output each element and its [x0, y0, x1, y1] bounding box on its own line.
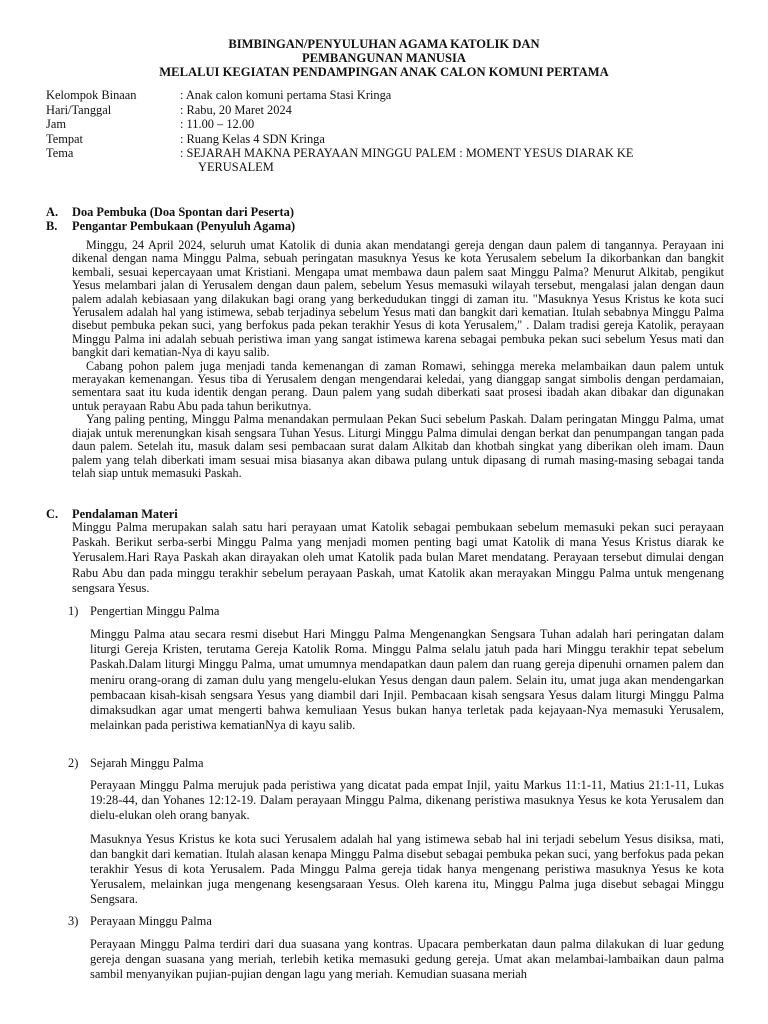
section-a-heading	[46, 205, 726, 220]
section-c-intro: Minggu Palma merupakan salah satu hari perayaan umat Katolik sebagai pembukaan sebelum memasuki pekan suci perayaan Paskah. Berikut serba-serbi Minggu Palma yang menjadi momen penting bagi umat Katolik di mana Yesus Kristus diarak ke Yerusalem.Hari Raya Paskah akan dirayakan oleh umat Katolik pada bulan Maret mendatang. Perayaan tersebut dimulai dengan Rabu Abu dan pada minggu terakhir sebelum perayaan Paskah, umat Katolik akan merayakan Minggu Palma untuk mengenang sengsara Yesus.	[72, 520, 724, 595]
section-a-title: Doa Pembuka (Doa Spontan dari Peserta)	[72, 205, 294, 219]
subsection-1-heading	[68, 604, 219, 619]
subsection-title: Sejarah Minggu Palma	[90, 756, 204, 770]
subsection-2-heading	[68, 756, 204, 771]
document-title	[0, 37, 768, 80]
meta-row	[46, 103, 726, 118]
meta-value: : Rabu, 20 Maret 2024	[180, 102, 292, 117]
meta-key: Tema	[46, 146, 74, 161]
meta-key: Tempat	[46, 131, 83, 146]
meta-row	[46, 88, 726, 103]
meta-value: : SEJARAH MAKNA PERAYAAN MINGGU PALEM : MOMENT YESUS DIARAK KE	[180, 146, 634, 161]
meta-row	[46, 117, 726, 132]
section-b-body	[72, 239, 724, 480]
section-a-letter: A.	[46, 205, 59, 219]
paragraph: Masuknya Yesus Kristus ke kota suci Yerusalem adalah hal yang istimewa sebab hal ini terjadi sebelum Yesus disiksa, mati, dan bangkit dari kematian. Itulah alasan kenapa Minggu Palma disebut sebagai pembuka pekan suci, yang berfokus pada pekan terakhir Yesus di kota Yerusalem. Pada Minggu Palma gereja tidak hanya mengenang peristiwa masuknya Yesus ke kota Yerusalem, melainkan juga mengenang kesengsaraan Yesus. Oleh karena itu, Minggu Palma juga disebut sebagai Minggu Sengsara.	[90, 831, 724, 907]
section-b-heading	[46, 219, 726, 234]
meta-tema-continuation: YERUSALEM	[198, 159, 274, 174]
paragraph: Minggu, 24 April 2024, seluruh umat Katolik di dunia akan mendatangi gereja dengan daun palem di tangannya. Perayaan ini dikenal dengan nama Minggu Palma, sebuah peringatan masuknya Yesus ke kota Yerusalem sebelum Ia dikorbankan dan bangkit kembali, sesuai kepercayaan umat Kristiani. Mengapa umat membawa daun palem saat Minggu Palma? Menurut Alkitab, pengikut Yesus melambari jalan di Yerusalem dengan daun palem, sebelum Yesus memasuki wilayah tersebut, mengalasi jalan dengan daun palem adalah kebiasaan yang dilakukan bagi orang yang berkedudukan tinggi di zaman itu. "Masuknya Yesus Kristus ke kota suci Yerusalem adalah hal yang istimewa, sebab terjadinya sebelum Yesus mati dan bangkit dari kematian. Itulah sebabnya Minggu Palma disebut pembuka pekan suci, yang berfokus pada pekan terakhir Yesus di kota Yerusalem," . Dalam tradisi gereja Katolik, perayaan Minggu Palma ini adalah sebuah peristiwa iman yang sangat istimewa karena sebagai pembuka pekan suci sebelum Yesus mati dan bangkit dari kematian-Nya di kayu salib.	[72, 238, 724, 360]
meta-row	[46, 132, 726, 147]
paragraph: Minggu Palma atau secara resmi disebut Hari Minggu Palma Mengenangkan Sengsara Tuhan adalah hari peringatan dalam liturgi Gereja Kristen, terutama Gereja Katolik Roma. Minggu Palma selalu jatuh pada hari Minggu terakhir tepat sebelum Paskah.Dalam liturgi Minggu Palma, umat umumnya mendapatkan daun palem dan ruang gereja dipenuhi ornamen palem dan meniru orang-orang di zaman dulu yang mengelu-elukan Yesus dengan daun palem. Selain itu, umat juga akan mendengarkan pembacaan kisah-kisah sengsara Yesus yang diambil dari Injil. Pembacaan kisah sengsara Yesus dalam liturgi Minggu Palma dimaksudkan agar umat mengerti bahwa kemuliaan Yesus bukan hanya terletak pada kejayaan-Nya memasuki Yerusalem, melainkan pada peristiwa kematianNya di kayu salib.	[90, 627, 724, 733]
section-c-letter: C.	[46, 507, 59, 521]
paragraph: Yang paling penting, Minggu Palma menandakan permulaan Pekan Suci sebelum Paskah. Dalam peringatan Minggu Palma, umat diajak untuk merenungkan kisah sengsara Tuhan Yesus. Liturgi Minggu Palma dimulai dengan berkat dan penumpangan tangan pada daun palem. Setelah itu, masuk dalam sesi pembacaan surat dalam Alkitab dan khotbah singkat yang diberikan oleh imam. Daun palem yang telah diberkati imam sesuai misa biasanya akan dibawa pulang untuk dipasang di rumah masing-masing sebagai tanda telah siap untuk memasuki Paskah.	[72, 412, 724, 480]
section-c-title: Pendalaman Materi	[72, 507, 178, 521]
paragraph: Perayaan Minggu Palma terdiri dari dua suasana yang kontras. Upacara pemberkatan daun palma dilakukan di luar gedung gereja dengan suasana yang meriah, terlebih ketika memasuki gedung gereja. Umat akan melambai-lambaikan daun palma sambil menyanyikan pujian-pujian dengan lagu yang meriah. Kemudian suasana meriah	[90, 937, 724, 982]
meta-value: : Ruang Kelas 4 SDN Kringa	[180, 131, 325, 146]
section-b-title: Pengantar Pembukaan (Penyuluh Agama)	[72, 219, 296, 233]
title-line-2: PEMBANGUNAN MANUSIA	[301, 51, 467, 66]
meta-table	[46, 88, 726, 175]
paragraph: Cabang pohon palem juga menjadi tanda kemenangan di zaman Romawi, sehingga mereka melambaikan daun palem untuk merayakan kemenangan. Yesus tiba di Yerusalem dengan mengendarai keledai, yang dianggap sangat simbolis dengan perdamaian, sementara saat itu kuda identik dengan perang. Daun palem yang sudah diberkati saat prosesi ibadah akan dibakar dan digunakan untuk perayaan Rabu Abu pada tahun berikutnya.	[72, 358, 724, 413]
title-line-1: BIMBINGAN/PENYULUHAN AGAMA KATOLIK DAN	[228, 37, 540, 51]
subsection-1-body	[90, 627, 724, 733]
subsection-3-heading	[68, 914, 212, 929]
section-b-letter: B.	[46, 219, 58, 233]
meta-value: : 11.00 – 12.00	[180, 117, 255, 132]
subsection-3-body	[90, 937, 724, 983]
meta-key: Hari/Tanggal	[46, 102, 112, 117]
meta-row	[46, 146, 726, 161]
meta-value: : Anak calon komuni pertama Stasi Kringa	[180, 88, 392, 102]
meta-key: Jam	[46, 117, 66, 132]
subsection-title: Pengertian Minggu Palma	[90, 604, 220, 618]
subsection-title: Perayaan Minggu Palma	[90, 914, 212, 928]
title-line-3: MELALUI KEGIATAN PENDAMPINGAN ANAK CALON KOMUNI PERTAMA	[159, 65, 609, 80]
paragraph: Perayaan Minggu Palma merujuk pada peristiwa yang dicatat pada empat Injil, yaitu Markus 11:1-11, Matius 21:1-11, Lukas 19:28-44, dan Yohanes 12:12-19. Dalam perayaan Minggu Palma, dikenang peristiwa masuknya Yesus ke kota Yerusalem dan dielu-elukan oleh orang banyak.	[90, 778, 724, 823]
meta-key: Kelompok Binaan	[46, 88, 137, 102]
subsection-2-body	[90, 778, 724, 908]
subsection-number: 2)	[68, 756, 79, 770]
subsection-number: 1)	[68, 604, 79, 618]
subsection-number: 3)	[68, 914, 79, 928]
